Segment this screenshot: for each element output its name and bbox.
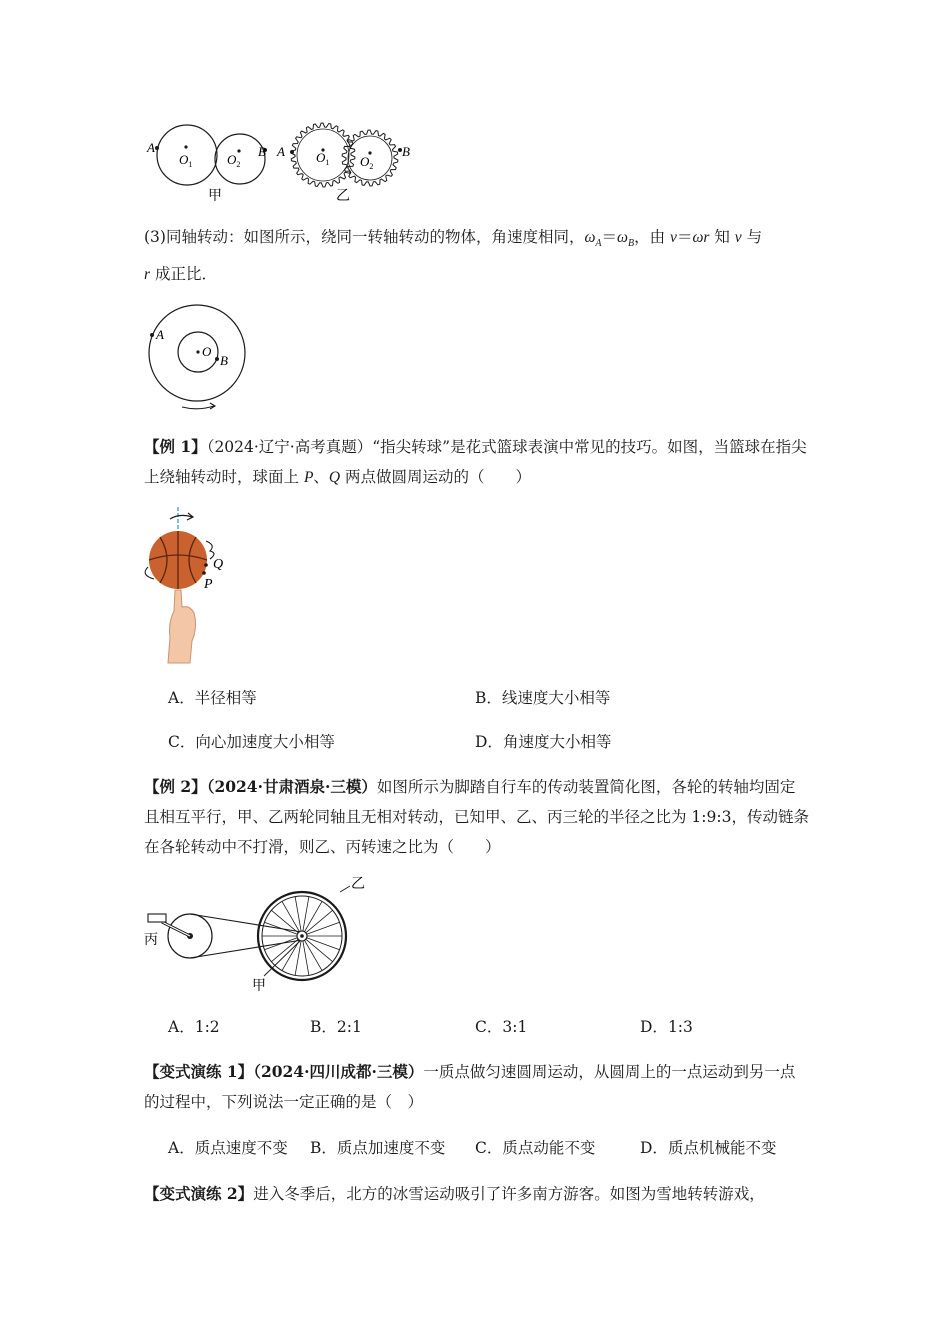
label-o1-left: $O_1$ bbox=[179, 152, 193, 169]
label-b: B bbox=[220, 353, 228, 368]
ex1-option-c[interactable]: C．向心加速度大小相等 bbox=[168, 733, 335, 751]
basketball-figure bbox=[140, 505, 240, 665]
label-o2-right: $O_2$ bbox=[360, 154, 374, 171]
label-b-left: B bbox=[258, 144, 266, 159]
finger-hand bbox=[168, 590, 196, 663]
ex2-option-a[interactable]: A．1:2 bbox=[168, 1018, 220, 1036]
section-3-text: (3)同轴转动：如图所示，绕同一转轴转动的物体，角速度相同，$\omega_A=\omega_B$，由 v＝ωr 知 v 与 r 成正比． bbox=[144, 228, 763, 284]
ex1-option-a[interactable]: A．半径相等 bbox=[168, 689, 257, 707]
coaxial-figure bbox=[140, 298, 260, 416]
ex2-option-c[interactable]: C．3:1 bbox=[475, 1018, 528, 1036]
spin-arrow-icon bbox=[170, 515, 192, 519]
gear-o2 bbox=[342, 130, 398, 186]
ex1-option-d[interactable]: D．角速度大小相等 bbox=[475, 733, 612, 751]
variant-1-stem: 【变式演练 1】（2024·四川成都·三模）一质点做匀速圆周运动，从圆周上的一点运动到另一点的过程中，下列说法一定正确的是（ ） bbox=[144, 1062, 796, 1111]
label-q: Q bbox=[213, 557, 224, 572]
pedal bbox=[148, 914, 166, 922]
label-a-left: A bbox=[147, 140, 155, 155]
transmission-figure bbox=[140, 110, 420, 210]
ex2-option-d[interactable]: D．1:3 bbox=[640, 1018, 693, 1036]
example-1-stem: 【例 1】（2024·辽宁·高考真题）“指尖转球”是花式篮球表演中常见的技巧。如图，当篮球在指尖上绕轴转动时，球面上 P、Q 两点做圆周运动的（ ） bbox=[144, 437, 807, 486]
rotation-arrow-icon bbox=[182, 406, 214, 409]
label-a: A bbox=[156, 327, 164, 342]
ex1-option-b[interactable]: B．线速度大小相等 bbox=[475, 689, 611, 707]
label-o1-right: $O_1$ bbox=[316, 150, 330, 167]
label-p: P bbox=[204, 577, 213, 592]
label-b-right: B bbox=[402, 144, 410, 159]
label-a-right: A bbox=[277, 144, 285, 159]
var1-option-d[interactable]: D．质点机械能不变 bbox=[640, 1139, 777, 1157]
label-o: O bbox=[202, 344, 212, 359]
var1-option-c[interactable]: C．质点动能不变 bbox=[475, 1139, 596, 1157]
label-o2-left: $O_2$ bbox=[227, 152, 241, 169]
caption-yi: 乙 bbox=[336, 189, 350, 204]
label-jia: 甲 bbox=[252, 979, 266, 994]
wheel-o2-left bbox=[215, 134, 265, 184]
label-bing: 丙 bbox=[144, 933, 158, 948]
var1-option-a[interactable]: A．质点速度不变 bbox=[168, 1139, 288, 1157]
bicycle-transmission-figure bbox=[140, 872, 380, 997]
variant-2-stem: 【变式演练 2】进入冬季后，北方的冰雪运动吸引了许多南方游客。如图为雪地转转游戏， bbox=[144, 1184, 765, 1203]
ex2-option-b[interactable]: B．2:1 bbox=[310, 1018, 362, 1036]
label-yi: 乙 bbox=[351, 877, 365, 892]
example-2-stem: 【例 2】（2024·甘肃酒泉·三模）如图所示为脚踏自行车的传动装置简化图，各轮的转轴均固定且相互平行，甲、乙两轮同轴且无相对转动，已知甲、乙、丙三轮的半径之比为 1:9:3，传动链条在各轮转动中不打滑，则乙、丙转速之比为（ ） bbox=[144, 777, 809, 856]
var1-option-b[interactable]: B．质点加速度不变 bbox=[310, 1139, 446, 1157]
caption-jia: 甲 bbox=[208, 189, 222, 204]
